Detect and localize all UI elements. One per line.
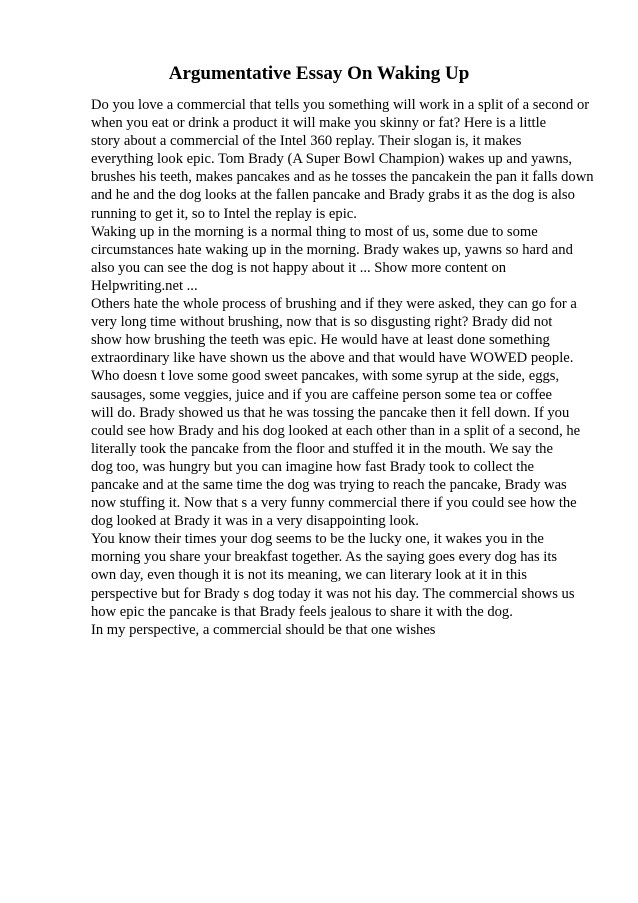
text-line: extraordinary like have shown us the above and that would have WOWED people. [91, 350, 574, 367]
text-line: dog too, was hungry but you can imagine how fast Brady took to collect the [91, 458, 534, 475]
text-line: story about a commercial of the Intel 360 replay. Their slogan is, it makes [91, 133, 522, 150]
text-line: and he and the dog looks at the fallen pancake and Brady grabs it as the dog is also [91, 187, 575, 204]
text-line: own day, even though it is not its meaning, we can literary look at it in this [91, 567, 527, 584]
text-line: could see how Brady and his dog looked at each other than in a split of a second, he [91, 422, 581, 439]
document-title: Argumentative Essay On Waking Up [168, 63, 470, 84]
text-line: Waking up in the morning is a normal thing to most of us, some due to some [91, 223, 538, 240]
text-line: also you can see the dog is not happy about it ... Show more content on [91, 259, 507, 276]
text-line: dog looked at Brady it was in a very disappointing look. [91, 513, 419, 530]
text-line: running to get it, so to Intel the replay is epic. [91, 205, 357, 222]
text-line: show how brushing the teeth was epic. He would have at least done something [91, 332, 550, 349]
document-body [91, 96, 594, 639]
text-line: everything look epic. Tom Brady (A Super Bowl Champion) wakes up and yawns, [91, 151, 573, 168]
text-line: pancake and at the same time the dog was trying to reach the pancake, Brady was [91, 476, 567, 493]
text-line: now stuffing it. Now that s a very funny commercial there if you could see how the [91, 495, 577, 512]
text-line: very long time without brushing, now that is so disgusting right? Brady did not [91, 314, 553, 331]
text-line: Do you love a commercial that tells you something will work in a split of a second or [91, 97, 590, 113]
text-line: will do. Brady showed us that he was tossing the pancake then it fell down. If you [91, 404, 570, 421]
text-line: perspective but for Brady s dog today it was not his day. The commercial shows us [91, 585, 575, 602]
text-line: You know their times your dog seems to be the lucky one, it wakes you in the [91, 531, 544, 548]
text-line: sausages, some veggies, juice and if you are caffeine person some tea or coffee [91, 386, 553, 403]
text-line: Others hate the whole process of brushing and if they were asked, they can go for a [91, 296, 577, 313]
text-line: morning you share your breakfast together. As the saying goes every dog has its [91, 549, 558, 566]
text-line: how epic the pancake is that Brady feels jealous to share it with the dog. [91, 603, 513, 620]
text-line: when you eat or drink a product it will make you skinny or fat? Here is a little [91, 115, 547, 132]
text-line: In my perspective, a commercial should be that one wishes [91, 621, 436, 638]
text-line: brushes his teeth, makes pancakes and as he tosses the pancakein the pan it falls down [91, 169, 594, 186]
text-line: Who doesn t love some good sweet pancakes, with some syrup at the side, eggs, [91, 368, 560, 385]
text-line: literally took the pancake from the floor and stuffed it in the mouth. We say the [91, 440, 553, 457]
text-line: Helpwriting.net ... [91, 277, 198, 294]
text-line: circumstances hate waking up in the morning. Brady wakes up, yawns so hard and [91, 241, 573, 258]
